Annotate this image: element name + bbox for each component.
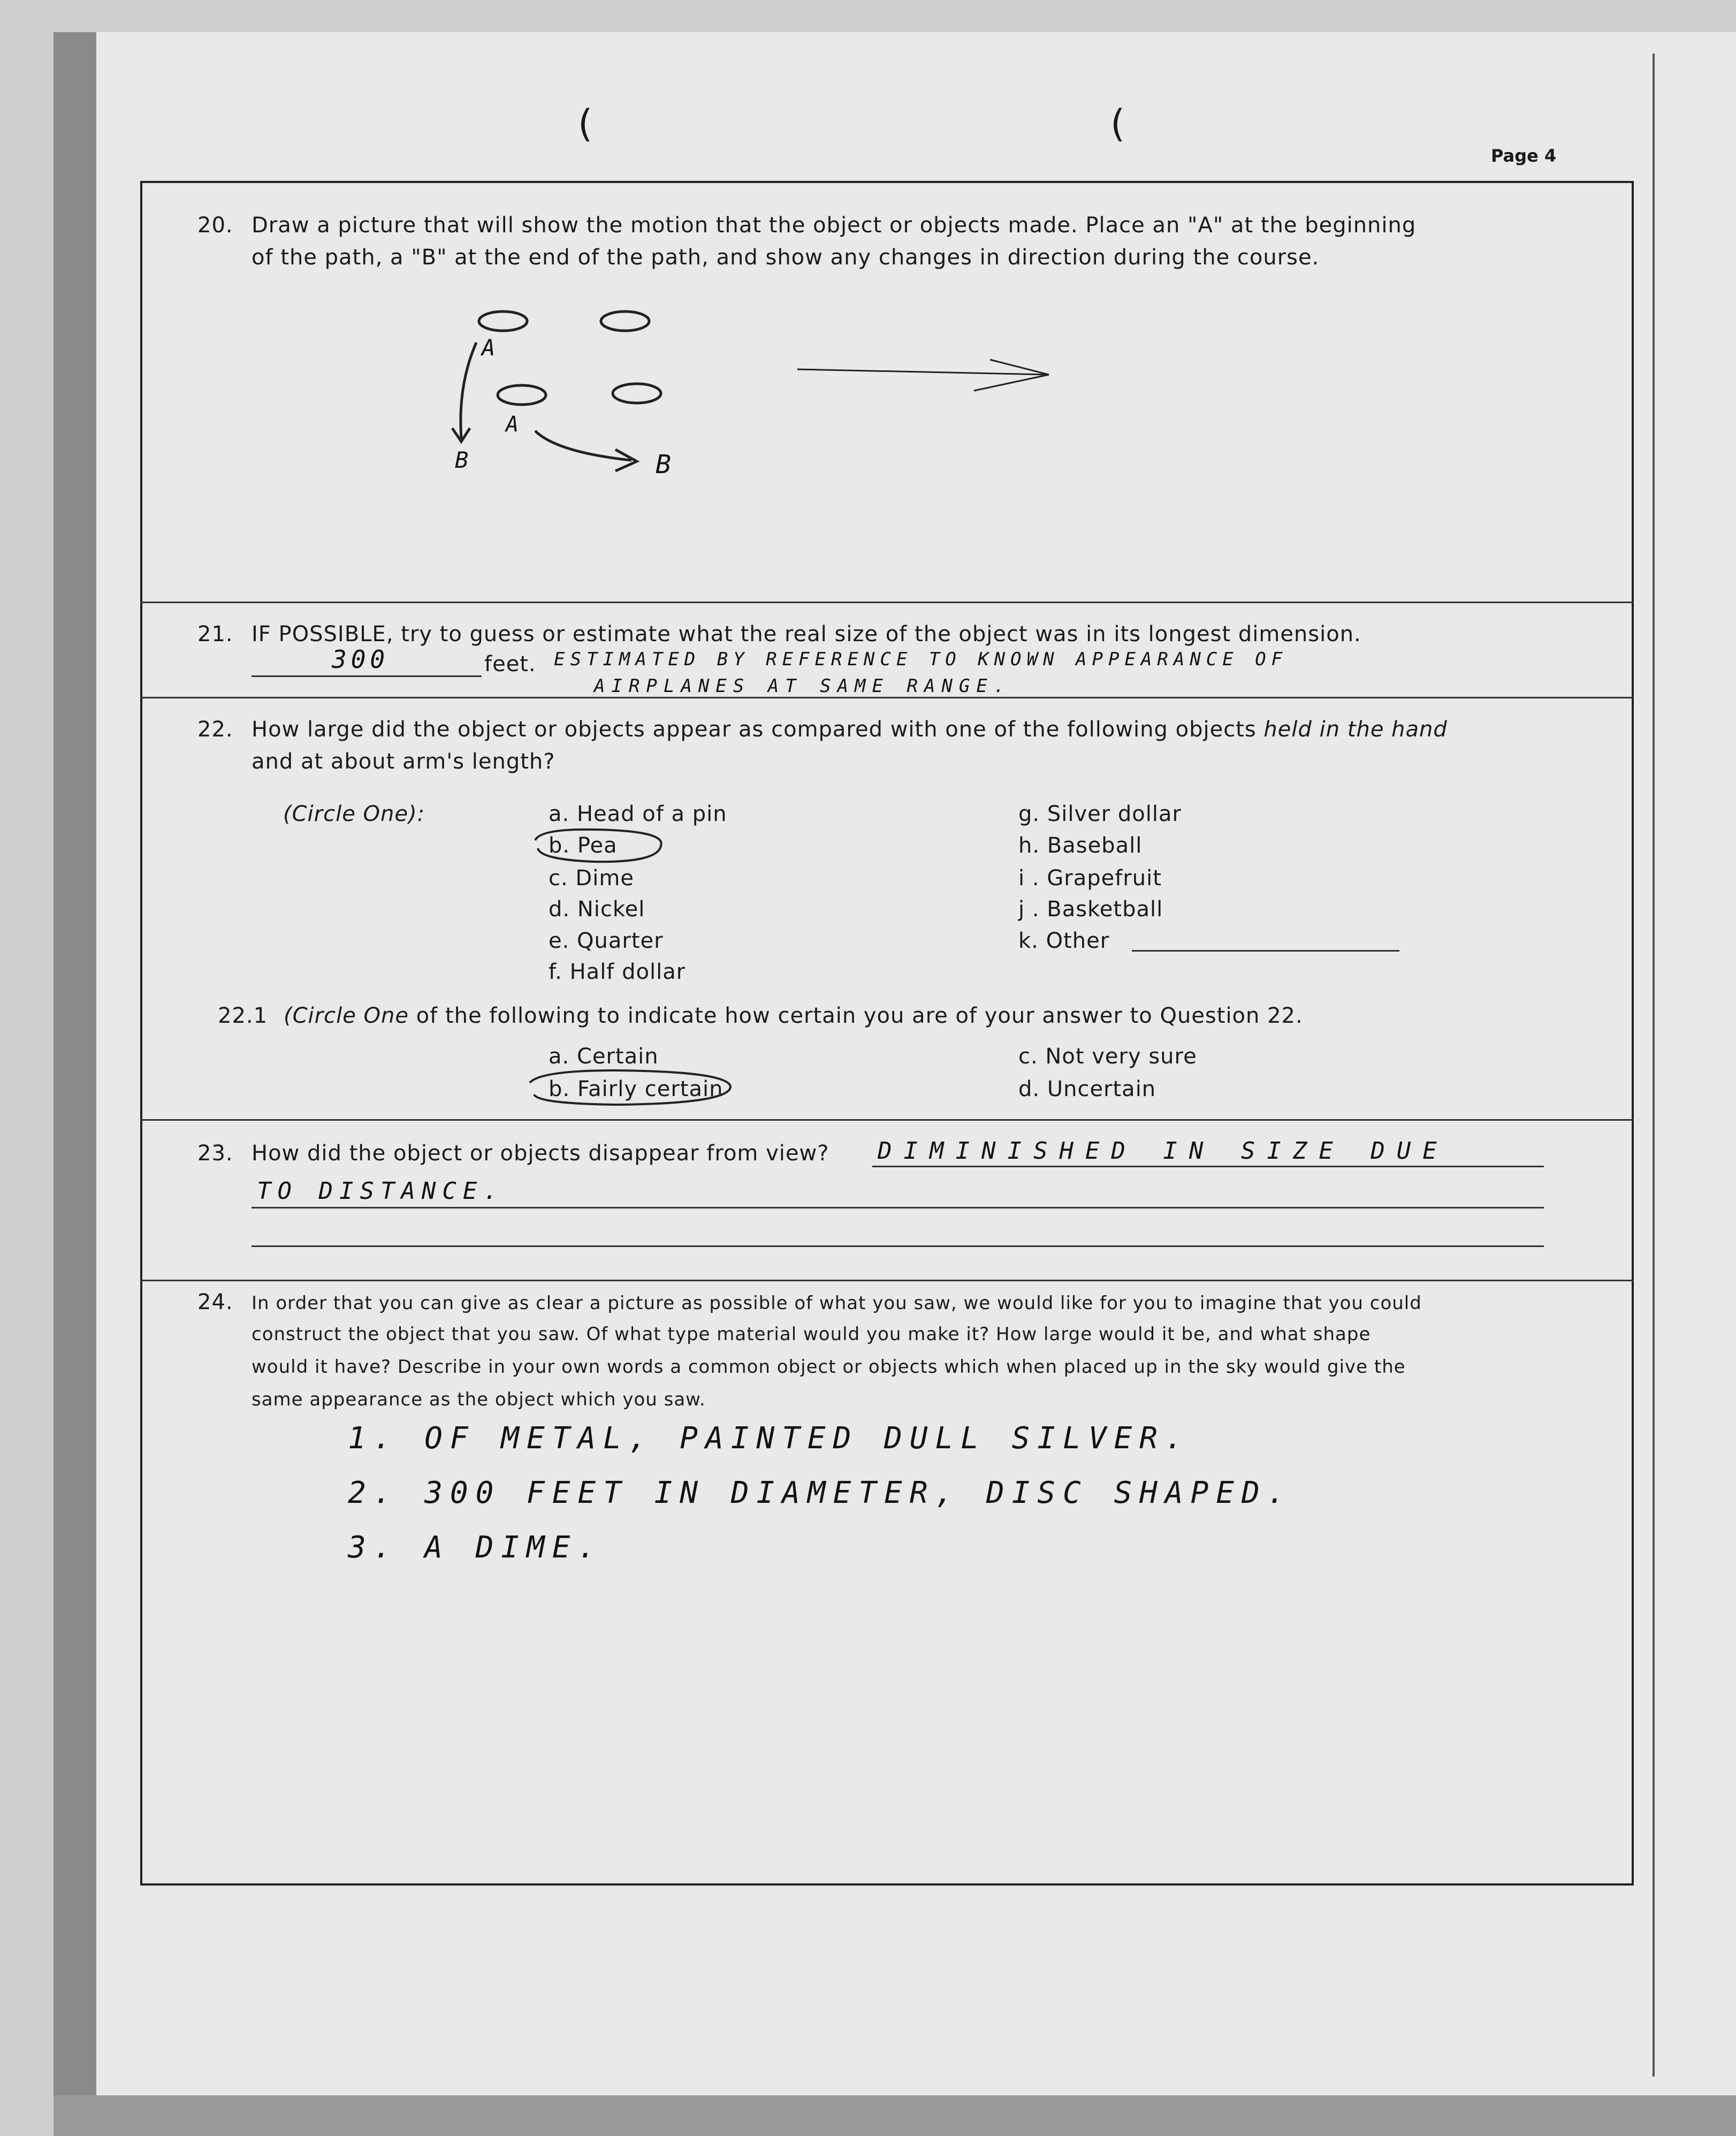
q23-answer: TO DISTANCE. <box>257 1177 504 1205</box>
q24-text-line: construct the object that you saw. Of what type material would you make it? How large would it be, and what shape <box>252 1324 1371 1345</box>
q24-text-line: would it have? Describe in your own words a common object or objects which when placed up in the sky would give the <box>252 1356 1406 1378</box>
q24-text-line: same appearance as the object which you saw. <box>252 1389 706 1410</box>
q22-option[interactable]: g. Silver dollar <box>1018 802 1182 826</box>
q22-text-line2: and at about arm's length? <box>252 749 555 774</box>
q20-text-line2: of the path, a "B" at the end of the path, and show any changes in direction during the course. <box>252 245 1320 270</box>
q21-number: 21. <box>197 622 233 647</box>
q21-answer-note: AIRPLANES AT SAME RANGE. <box>594 675 1011 697</box>
circle-mark <box>530 1070 730 1105</box>
q23-text: How did the object or objects disappear from view? <box>252 1141 829 1166</box>
q22-option[interactable]: c. Dime <box>549 866 634 891</box>
label-a: A <box>482 335 500 361</box>
answer-line <box>252 1245 1544 1247</box>
certainty-option[interactable]: a. Certain <box>549 1044 659 1069</box>
q22-text: How large did the object or objects appear as compared with one of the following objects <box>252 717 1264 742</box>
label-b: B <box>455 447 473 473</box>
q21-body: try to guess or estimate what the real size of the object was in its longest dimension. <box>393 622 1361 647</box>
q24-answer: 3. A DIME. <box>348 1530 604 1565</box>
q22-1-text-italic: (Circle One <box>284 1004 409 1028</box>
q22-option[interactable]: a. Head of a pin <box>549 802 727 826</box>
punch-mark: ( <box>578 102 593 146</box>
answer-line <box>252 1207 1544 1208</box>
page-number: Page 4 <box>1491 146 1557 166</box>
q22-option[interactable]: d. Nickel <box>549 897 645 922</box>
circle-mark <box>535 830 661 862</box>
q23-answer: DIMINISHED IN SIZE DUE <box>878 1137 1449 1165</box>
q20-text-line1: Draw a picture that will show the motion that the object or objects made. Place an "A" at the beginning <box>252 213 1417 238</box>
q24-answer: 2. 300 FEET IN DIAMETER, DISC SHAPED. <box>348 1476 1293 1510</box>
punch-mark: ( <box>1110 102 1126 146</box>
q22-option[interactable]: k. Other <box>1018 929 1110 953</box>
q22-option[interactable]: i . Grapefruit <box>1018 866 1162 891</box>
label-b: B <box>656 450 675 480</box>
q22-1-number: 22.1 <box>218 1004 268 1028</box>
circle-one-label: (Circle One): <box>283 802 425 826</box>
q24-text-line: In order that you can give as clear a picture as possible of what you saw, we would like for you to imagine that you could <box>252 1293 1422 1314</box>
q22-option-selected[interactable]: b. Pea <box>549 833 618 858</box>
label-a: A <box>506 412 523 437</box>
q23-number: 23. <box>197 1141 233 1166</box>
q24-number: 24. <box>197 1290 233 1314</box>
q21-unit: feet. <box>484 652 536 676</box>
q24-answer: 1. OF METAL, PAINTED DULL SILVER. <box>348 1421 1191 1456</box>
q22-number: 22. <box>197 717 233 742</box>
q21-answer-note: ESTIMATED BY REFERENCE TO KNOWN APPEARANCE OF <box>554 649 1288 670</box>
answer-line <box>872 1166 1544 1167</box>
q21-prefix: IF POSSIBLE, <box>252 622 394 647</box>
q20-number: 20. <box>197 213 233 238</box>
q22-text-italic: held in the hand <box>1263 717 1448 742</box>
q22-1-body: of the following to indicate how certain you are of your answer to Question 22. <box>408 1004 1303 1028</box>
q22-option[interactable]: f. Half dollar <box>549 960 686 984</box>
certainty-option-selected[interactable]: b. Fairly certain <box>549 1077 724 1101</box>
certainty-option[interactable]: d. Uncertain <box>1018 1077 1156 1101</box>
q21-answer-value: 300 <box>332 645 390 674</box>
q22-option[interactable]: e. Quarter <box>549 929 664 953</box>
q22-option[interactable]: h. Baseball <box>1018 833 1143 858</box>
q22-option[interactable]: j . Basketball <box>1018 897 1163 922</box>
certainty-option[interactable]: c. Not very sure <box>1018 1044 1197 1069</box>
